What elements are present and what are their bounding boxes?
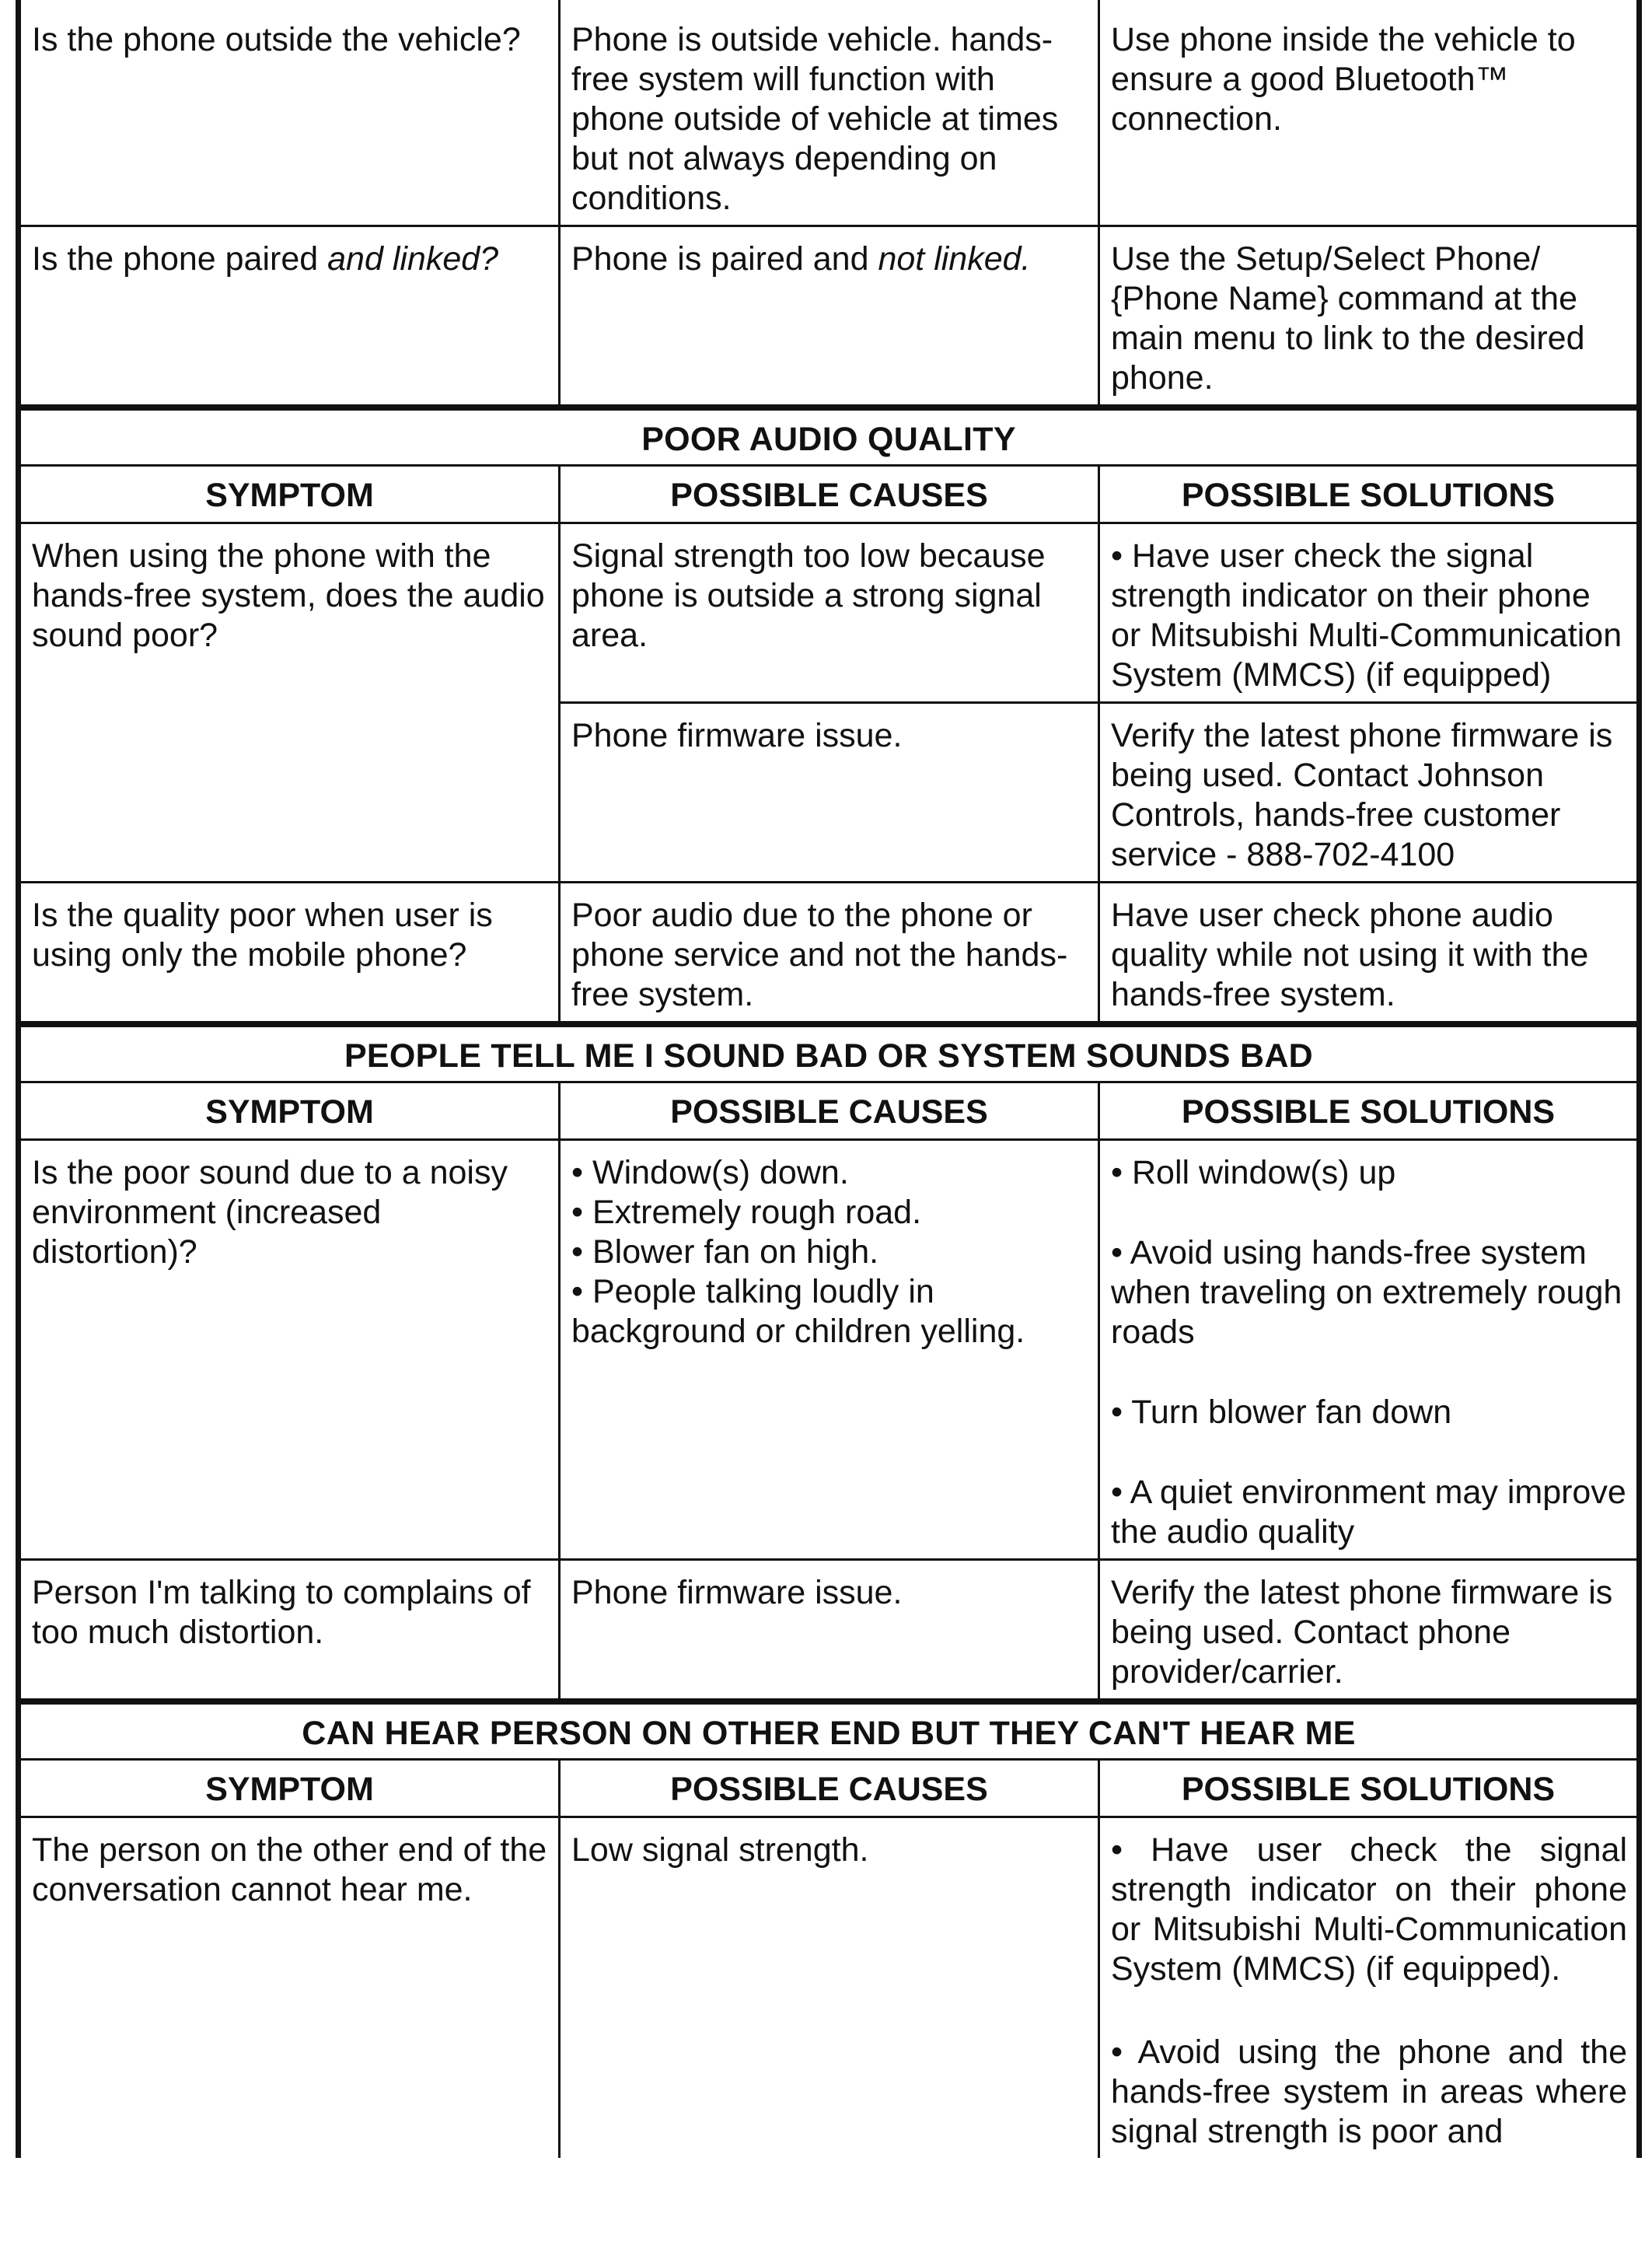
- symptom-header: SYMPTOM: [20, 466, 560, 523]
- cause-cell: Phone firmware issue.: [560, 703, 1099, 883]
- section-title-row: [20, 407, 1638, 466]
- cause-text: Phone is paired and: [571, 240, 878, 278]
- solution-bullet: • Have user check the signal strength indicator on their phone or Mitsubishi Multi-Communication System (MMCS) (if equipped).: [1111, 1831, 1627, 1988]
- symptom-cell: Is the phone outside the vehicle?: [20, 0, 560, 226]
- solution-bullet: • Turn blower fan down: [1111, 1394, 1452, 1431]
- solutions-header: POSSIBLE SOLUTIONS: [1099, 1760, 1638, 1817]
- cause-cell: Low signal strength.: [560, 1817, 1099, 2159]
- solution-cell: Verify the latest phone firmware is being used. Contact phone provider/carrier.: [1099, 1560, 1638, 1702]
- solution-bullet: • Roll window(s) up: [1111, 1154, 1396, 1191]
- solution-cell: Verify the latest phone firmware is being used. Contact Johnson Controls, hands-free customer service - 888-702-4100: [1099, 703, 1638, 883]
- table-row: [20, 0, 1638, 226]
- troubleshooting-table-page: [16, 0, 1642, 2158]
- table-row: [20, 523, 1638, 703]
- solution-cell: • Have user check the signal strength indicator on their phone or Mitsubishi Multi-Communication System (MMCS) (if equipped): [1099, 523, 1638, 703]
- cause-cell: [560, 226, 1099, 408]
- table-row: [20, 226, 1638, 408]
- symptom-italic-text: and linked?: [327, 240, 499, 278]
- section-title: CAN HEAR PERSON ON OTHER END BUT THEY CAN'T HEAR ME: [20, 1701, 1638, 1760]
- solution-cell: Have user check phone audio quality while not using it with the hands-free system.: [1099, 883, 1638, 1025]
- section-title-row: [20, 1701, 1638, 1760]
- solution-bullet: • Avoid using the phone and the hands-free system in areas where signal strength is poor and: [1111, 2033, 1627, 2150]
- table-row: [20, 883, 1638, 1025]
- symptom-text: Is the phone paired: [32, 240, 328, 278]
- solution-cell: [1099, 1140, 1638, 1560]
- solutions-header: POSSIBLE SOLUTIONS: [1099, 466, 1638, 523]
- cause-cell: Phone is outside vehicle. hands-free system will function with phone outside of vehicle at times but not always depending on conditions.: [560, 0, 1099, 226]
- cause-cell: Poor audio due to the phone or phone service and not the hands-free system.: [560, 883, 1099, 1025]
- troubleshooting-table: [19, 0, 1639, 2158]
- column-header-row: [20, 1082, 1638, 1140]
- symptom-cell: When using the phone with the hands-free system, does the audio sound poor?: [20, 523, 560, 883]
- column-header-row: [20, 1760, 1638, 1817]
- section-title: PEOPLE TELL ME I SOUND BAD OR SYSTEM SOUNDS BAD: [20, 1024, 1638, 1082]
- column-header-row: [20, 466, 1638, 523]
- symptom-header: SYMPTOM: [20, 1760, 560, 1817]
- symptom-cell: Person I'm talking to complains of too much distortion.: [20, 1560, 560, 1702]
- section-title: POOR AUDIO QUALITY: [20, 407, 1638, 466]
- solution-cell: Use the Setup/Select Phone/ {Phone Name} command at the main menu to link to the desired phone.: [1099, 226, 1638, 408]
- cause-italic-text: not linked.: [878, 240, 1031, 278]
- solution-cell: Use phone inside the vehicle to ensure a good Bluetooth™ connection.: [1099, 0, 1638, 226]
- symptom-cell: The person on the other end of the conversation cannot hear me.: [20, 1817, 560, 2159]
- solution-cell: [1099, 1817, 1638, 2159]
- symptom-header: SYMPTOM: [20, 1082, 560, 1140]
- solutions-header: POSSIBLE SOLUTIONS: [1099, 1082, 1638, 1140]
- solution-bullet: • Avoid using hands-free system when traveling on extremely rough roads: [1111, 1234, 1622, 1351]
- cause-cell: Signal strength too low because phone is outside a strong signal area.: [560, 523, 1099, 703]
- solution-bullet: • A quiet environment may improve the audio quality: [1111, 1474, 1626, 1551]
- causes-header: POSSIBLE CAUSES: [560, 466, 1099, 523]
- table-row: [20, 1140, 1638, 1560]
- table-row: [20, 1817, 1638, 2159]
- section-title-row: [20, 1024, 1638, 1082]
- cause-cell: • Window(s) down. • Extremely rough road. • Blower fan on high. • People talking loudly in background or children yelling.: [560, 1140, 1099, 1560]
- causes-header: POSSIBLE CAUSES: [560, 1082, 1099, 1140]
- symptom-cell: Is the quality poor when user is using only the mobile phone?: [20, 883, 560, 1025]
- cause-cell: Phone firmware issue.: [560, 1560, 1099, 1702]
- symptom-cell: Is the poor sound due to a noisy environment (increased distortion)?: [20, 1140, 560, 1560]
- table-row: [20, 1560, 1638, 1702]
- symptom-cell: [20, 226, 560, 408]
- causes-header: POSSIBLE CAUSES: [560, 1760, 1099, 1817]
